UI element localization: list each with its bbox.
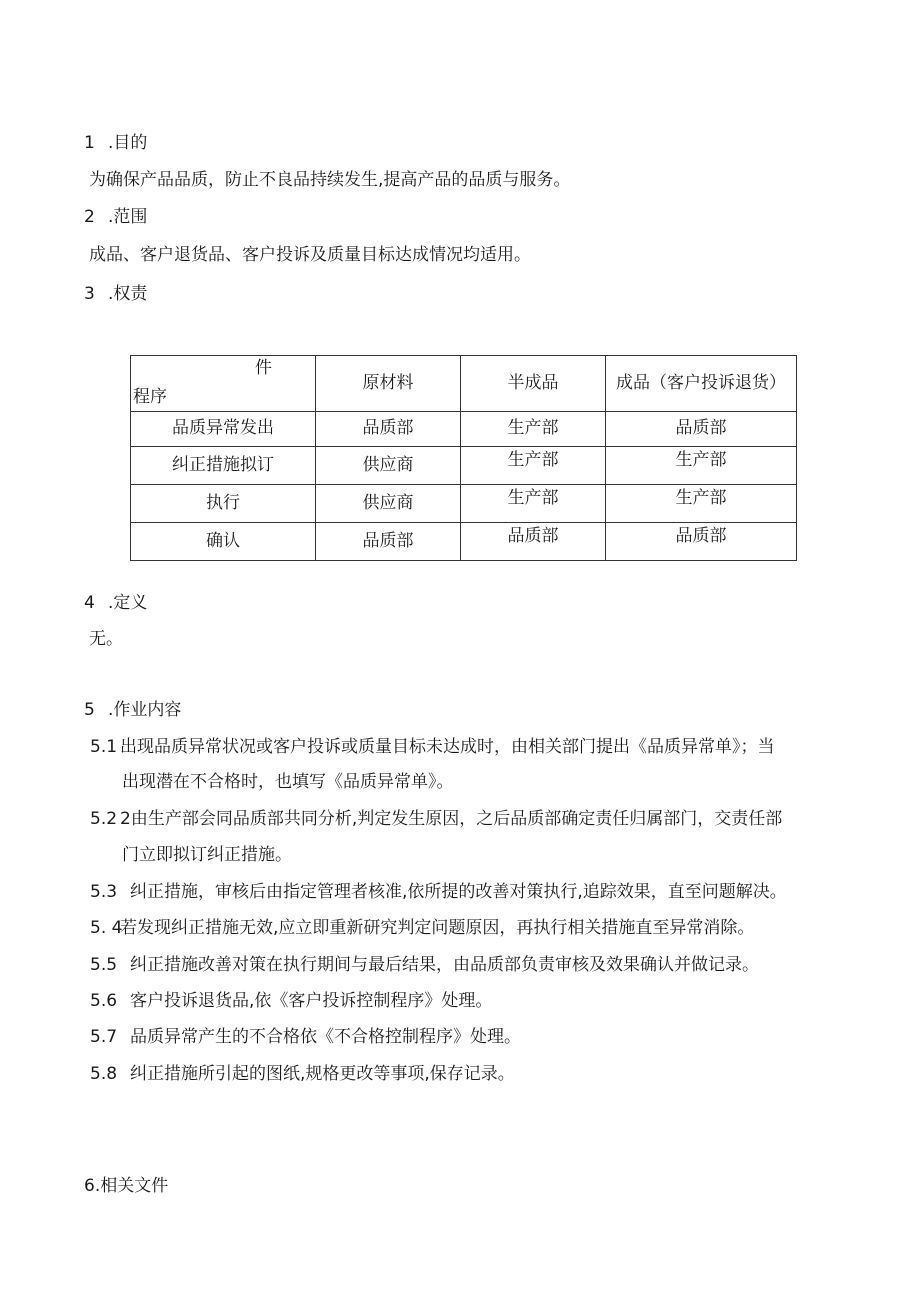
table-cell: 生产部	[461, 447, 606, 485]
table-row	[131, 447, 797, 485]
item-text: 2由生产部会同品质部共同分析,判定发生原因，之后品质部确定责任归属部门，交责任部	[120, 809, 783, 829]
table-cell: 生产部	[606, 485, 797, 523]
corner-cell	[131, 356, 316, 412]
section-3-heading	[84, 284, 147, 304]
item-text: 客户投诉退货品,依《客户投诉控制程序》处理。	[130, 991, 493, 1011]
item-text: 纠正措施改善对策在执行期间与最后结果，由品质部负责审核及效果确认并做记录。	[130, 955, 759, 975]
responsibility-table	[130, 355, 797, 561]
item-number: 5.7	[90, 1027, 118, 1047]
row-label: 执行	[131, 485, 316, 523]
section-number: 1	[84, 133, 95, 153]
item-number: 5.8	[90, 1064, 118, 1084]
item-text: 纠正措施，审核后由指定管理者核准,依所提的改善对策执行,追踪效果，直至问题解决。	[130, 882, 787, 902]
scope-text: 成品、客户退货品、客户投诉及质量目标达成情况均适用。	[89, 245, 531, 265]
section-title: .范围	[108, 207, 148, 227]
table-row	[131, 412, 797, 447]
section-number: 2	[84, 207, 95, 227]
header-cell: 成品（客户投诉退货）	[606, 356, 797, 412]
list-item	[90, 809, 782, 829]
corner-top-label: 件	[255, 358, 272, 378]
table-cell: 生产部	[461, 412, 606, 447]
item-text: 若发现纠正措施无效,应立即重新研究判定问题原因，再执行相关措施直至异常消除。	[120, 918, 755, 938]
table-cell: 供应商	[316, 485, 461, 523]
item-number: 5.5	[90, 955, 118, 975]
section-title: .定义	[108, 593, 148, 613]
item-continuation: 出现潜在不合格时，也填写《品质异常单》。	[122, 772, 454, 792]
section-1-heading	[84, 133, 147, 153]
section-title: .目的	[108, 133, 148, 153]
item-number: 5.2	[90, 809, 118, 829]
table-cell: 供应商	[316, 447, 461, 485]
section-2-heading	[84, 207, 147, 227]
table-header-row	[131, 356, 797, 412]
table-cell: 品质部	[316, 412, 461, 447]
item-number: 5.6	[90, 991, 118, 1011]
list-item	[90, 1064, 515, 1084]
purpose-text: 为确保产品品质，防止不良品持续发生,提高产品的品质与服务。	[89, 170, 571, 190]
table-cell: 品质部	[606, 523, 797, 561]
table-cell: 品质部	[461, 523, 606, 561]
section-title: .权责	[108, 284, 148, 304]
table-cell: 品质部	[606, 412, 797, 447]
row-label: 品质异常发出	[131, 412, 316, 447]
row-label: 纠正措施拟订	[131, 447, 316, 485]
header-cell: 半成品	[461, 356, 606, 412]
corner-bottom-label: 程序	[133, 387, 167, 407]
list-item	[90, 955, 759, 975]
table-cell: 品质部	[316, 523, 461, 561]
row-label: 确认	[131, 523, 316, 561]
table-row	[131, 485, 797, 523]
item-text: 纠正措施所引起的图纸,规格更改等事项,保存记录。	[130, 1064, 515, 1084]
item-number: 5.3	[90, 882, 118, 902]
section-number: 3	[84, 284, 95, 304]
header-cell: 原材料	[316, 356, 461, 412]
list-item	[90, 991, 492, 1011]
item-text: 出现品质异常状况或客户投诉或质量目标未达成时，由相关部门提出《品质异常单》；当	[120, 737, 775, 757]
table-cell: 生产部	[461, 485, 606, 523]
section-4-heading	[84, 593, 147, 613]
list-item	[90, 1027, 521, 1047]
section-number: 4	[84, 593, 95, 613]
item-number: 5. 4	[90, 918, 123, 938]
definition-text: 无。	[89, 629, 123, 649]
item-number: 5.1	[90, 737, 118, 757]
item-text: 品质异常产生的不合格依《不合格控制程序》处理。	[130, 1027, 521, 1047]
section-number: 5	[84, 700, 95, 720]
table-cell: 生产部	[606, 447, 797, 485]
list-item	[90, 737, 775, 757]
table-row	[131, 523, 797, 561]
item-continuation: 门立即拟订纠正措施。	[122, 845, 292, 865]
section-6-heading: 6.相关文件	[84, 1176, 169, 1196]
section-5-heading	[84, 700, 181, 720]
section-title: .作业内容	[108, 700, 182, 720]
list-item	[90, 882, 787, 902]
list-item	[90, 918, 754, 938]
